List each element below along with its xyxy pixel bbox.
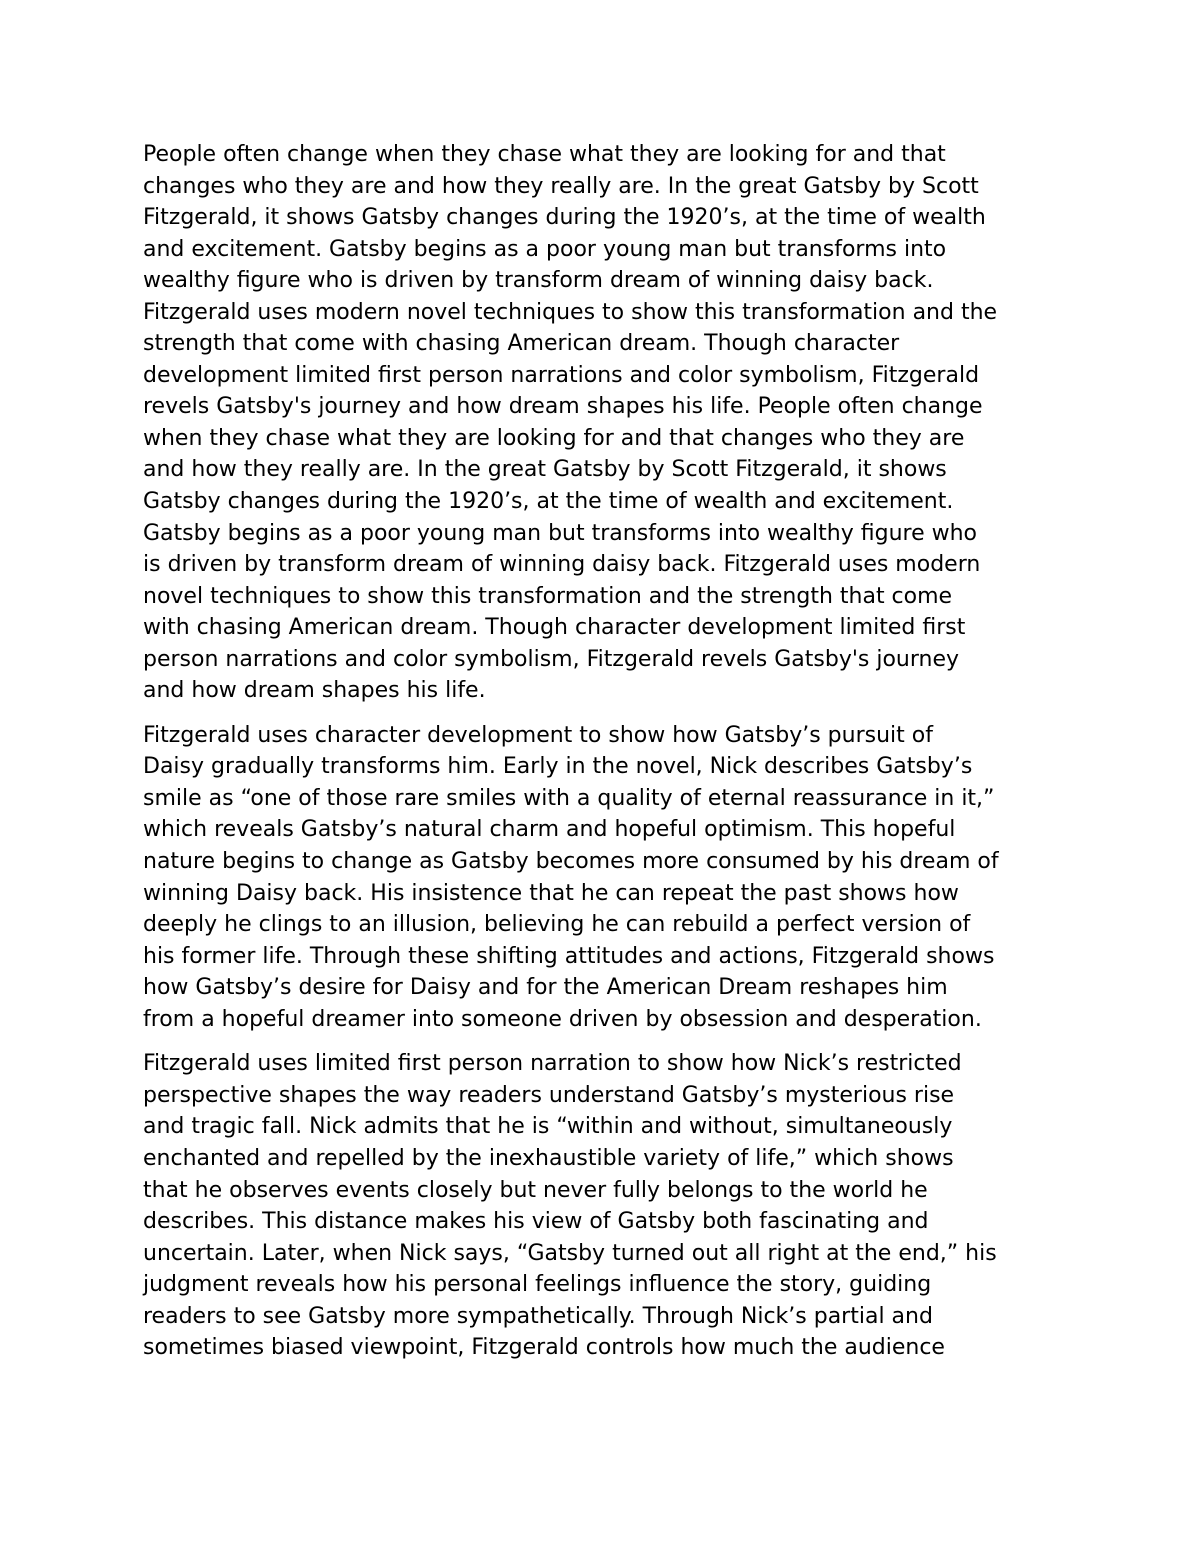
text-line: uncertain. Later, when Nick says, “Gatsby turned out all right at the end,” his	[143, 1240, 997, 1266]
text-line: perspective shapes the way readers understand Gatsby’s mysterious rise	[143, 1082, 955, 1108]
document-body	[143, 139, 1063, 1377]
text-line: Daisy gradually transforms him. Early in the novel, Nick describes Gatsby’s	[143, 754, 973, 780]
text-line: winning Daisy back. His insistence that he can repeat the past shows how	[143, 880, 959, 906]
text-line: judgment reveals how his personal feelings influence the story, guiding	[143, 1272, 932, 1298]
paragraph-character-development	[143, 720, 1063, 1035]
text-line: strength that come with chasing American dream. Though character	[143, 331, 900, 357]
text-line: development limited first person narrations and color symbolism, Fitzgerald	[143, 362, 980, 388]
text-line: enchanted and repelled by the inexhaustible variety of life,” which shows	[143, 1145, 954, 1171]
text-line: deeply he clings to an illusion, believing he can rebuild a perfect version of	[143, 912, 971, 938]
text-line: and tragic fall. Nick admits that he is “within and without, simultaneously	[143, 1114, 953, 1140]
text-line: smile as “one of those rare smiles with a quality of eternal reassurance in it,”	[143, 785, 995, 811]
paragraph-narration	[143, 1048, 1063, 1363]
text-line: and how dream shapes his life.	[143, 678, 486, 704]
text-line: which reveals Gatsby’s natural charm and hopeful optimism. This hopeful	[143, 817, 956, 843]
text-line: sometimes biased viewpoint, Fitzgerald controls how much the audience	[143, 1335, 945, 1361]
text-line: person narrations and color symbolism, Fitzgerald revels Gatsby's journey	[143, 646, 960, 672]
text-line: Gatsby changes during the 1920’s, at the time of wealth and excitement.	[143, 489, 954, 515]
text-line: Fitzgerald uses modern novel techniques to show this transformation and the	[143, 299, 998, 325]
text-line: Fitzgerald uses character development to show how Gatsby’s pursuit of	[143, 722, 933, 748]
text-line: how Gatsby’s desire for Daisy and for the American Dream reshapes him	[143, 975, 948, 1001]
text-line: People often change when they chase what they are looking for and that	[143, 142, 946, 167]
text-line: and how they really are. In the great Gatsby by Scott Fitzgerald, it shows	[143, 457, 947, 483]
text-line: is driven by transform dream of winning daisy back. Fitzgerald uses modern	[143, 552, 981, 578]
text-line: novel techniques to show this transformation and the strength that come	[143, 583, 953, 609]
text-line: when they chase what they are looking for and that changes who they are	[143, 425, 965, 451]
text-line: his former life. Through these shifting attitudes and actions, Fitzgerald shows	[143, 943, 995, 969]
text-line: Fitzgerald uses limited first person narration to show how Nick’s restricted	[143, 1051, 962, 1077]
text-line: changes who they are and how they really are. In the great Gatsby by Scott	[143, 173, 979, 199]
text-line: Fitzgerald, it shows Gatsby changes during the 1920’s, at the time of wealth	[143, 205, 986, 231]
text-line: with chasing American dream. Though character development limited first	[143, 615, 966, 641]
text-line: revels Gatsby's journey and how dream shapes his life. People often change	[143, 394, 983, 420]
text-line: wealthy figure who is driven by transform dream of winning daisy back.	[143, 268, 934, 294]
text-line: that he observes events closely but never fully belongs to the world he	[143, 1177, 928, 1203]
text-line: nature begins to change as Gatsby becomes more consumed by his dream of	[143, 849, 999, 875]
text-line: Gatsby begins as a poor young man but transforms into wealthy figure who	[143, 520, 978, 546]
paragraph-introduction	[143, 139, 1063, 707]
text-line: describes. This distance makes his view of Gatsby both fascinating and	[143, 1209, 929, 1235]
text-line: readers to see Gatsby more sympathetically. Through Nick’s partial and	[143, 1303, 933, 1329]
text-line: from a hopeful dreamer into someone driven by obsession and desperation.	[143, 1006, 982, 1032]
text-line: and excitement. Gatsby begins as a poor young man but transforms into	[143, 236, 947, 262]
